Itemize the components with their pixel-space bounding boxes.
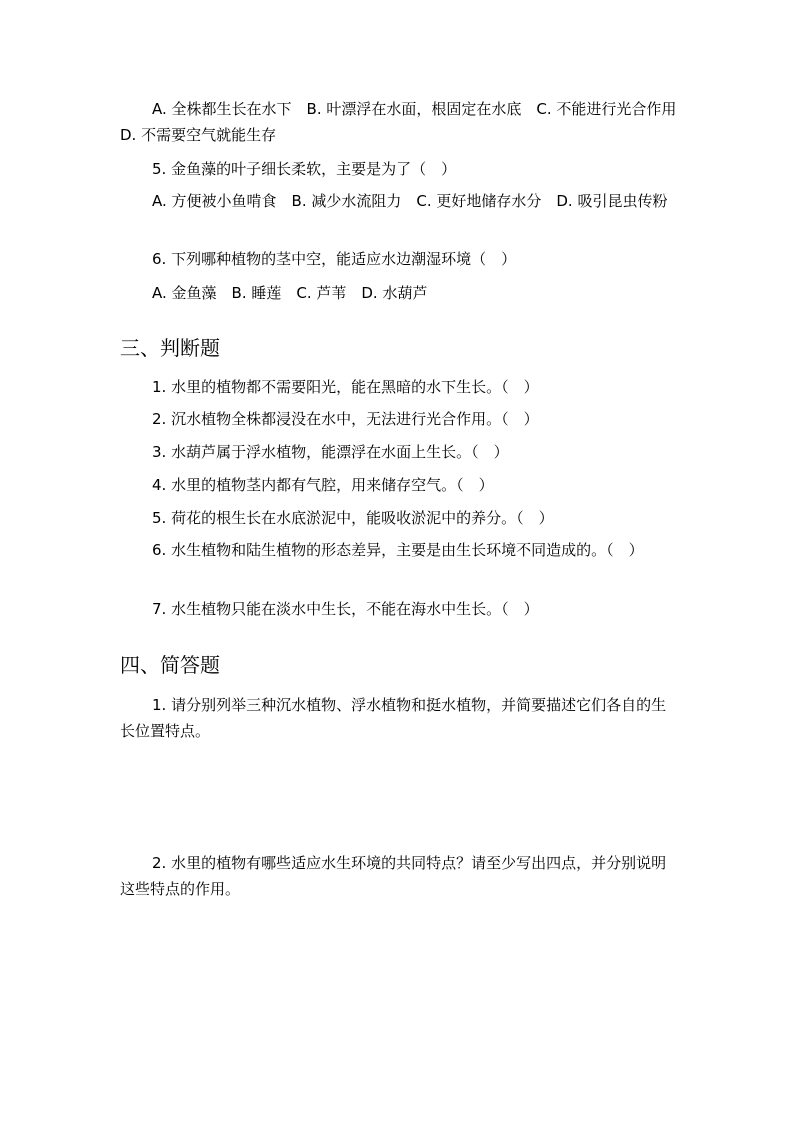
short-answer-question-2: 2. 水里的植物有哪些适应水生环境的共同特点？请至少写出四点，并分别说明这些特点的作用。 [120,854,667,898]
short-answer-question-1: 1. 请分别列举三种沉水植物、浮水植物和挺水植物，并简要描述它们各自的生长位置特点。 [120,696,667,740]
question-6: 6. 下列哪种植物的茎中空，能适应水边潮湿环境（ ） [152,250,517,268]
true-false-item: 7. 水生植物只能在淡水中生长，不能在海水中生长。（ ） [152,600,539,618]
question-5-options: A. 方便被小鱼啃食 B. 减少水流阻力 C. 更好地储存水分 D. 吸引昆虫传粉 [152,192,668,210]
true-false-item: 1. 水里的植物都不需要阳光，能在黑暗的水下生长。（ ） [152,378,539,396]
true-false-item: 6. 水生植物和陆生植物的形态差异，主要是由生长环境不同造成的。（ ） [152,541,644,559]
true-false-item: 5. 荷花的根生长在水底淤泥中，能吸收淤泥中的养分。（ ） [152,509,554,527]
section-title-short-answer: 四、简答题 [120,653,220,677]
question-6-options: A. 金鱼藻 B. 睡莲 C. 芦苇 D. 水葫芦 [152,284,428,302]
section-title-true-false: 三、判断题 [120,336,220,360]
question-5: 5. 金鱼藻的叶子细长柔软，主要是为了（ ） [152,160,457,178]
true-false-item: 3. 水葫芦属于浮水植物，能漂浮在水面上生长。（ ） [152,443,509,461]
true-false-item: 2. 沉水植物全株都浸没在水中，无法进行光合作用。（ ） [152,410,539,428]
question-4-options: A. 全株都生长在水下 B. 叶漂浮在水面，根固定在水底 C. 不能进行光合作用 D. 不需要空气就能生存 [120,100,692,144]
true-false-item: 4. 水里的植物茎内都有气腔，用来储存空气。（ ） [152,476,494,494]
